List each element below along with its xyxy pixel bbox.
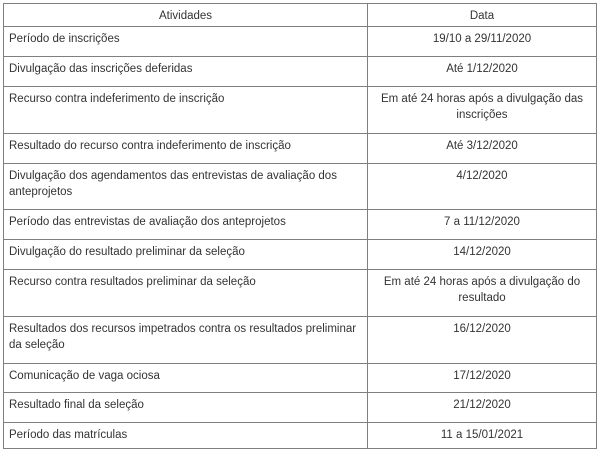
activity-cell: Resultado do recurso contra indeferimento de inscrição [4, 134, 368, 164]
activity-cell: Período das entrevistas de avaliação dos anteprojetos [4, 210, 368, 240]
activity-cell: Resultado final da seleção [4, 393, 368, 423]
activity-cell: Recurso contra indeferimento de inscrição [4, 87, 368, 134]
activity-cell: Divulgação do resultado preliminar da seleção [4, 240, 368, 270]
date-cell: Em até 24 horas após a divulgação do resultado [368, 270, 597, 317]
table-row [4, 134, 597, 164]
table-row [4, 210, 597, 240]
activity-cell: Período das matrículas [4, 423, 368, 449]
activity-cell: Divulgação das inscrições deferidas [4, 57, 368, 87]
schedule-table-container [3, 3, 597, 449]
table-row [4, 317, 597, 364]
table-row [4, 270, 597, 317]
schedule-table [3, 3, 597, 449]
date-cell: 7 a 11/12/2020 [368, 210, 597, 240]
date-cell: 4/12/2020 [368, 164, 597, 210]
table-row [4, 240, 597, 270]
date-cell: 14/12/2020 [368, 240, 597, 270]
date-cell: 19/10 a 29/11/2020 [368, 27, 597, 57]
table-row [4, 423, 597, 449]
date-cell: 16/12/2020 [368, 317, 597, 364]
table-row [4, 87, 597, 134]
table-row [4, 57, 597, 87]
table-row [4, 364, 597, 393]
date-cell: 21/12/2020 [368, 393, 597, 423]
activity-cell: Período de inscrições [4, 27, 368, 57]
date-cell: Até 1/12/2020 [368, 57, 597, 87]
column-header-date: Data [368, 4, 597, 27]
table-header-row [4, 4, 597, 27]
table-row [4, 164, 597, 210]
activity-cell: Recurso contra resultados preliminar da seleção [4, 270, 368, 317]
table-row [4, 27, 597, 57]
activity-cell: Comunicação de vaga ociosa [4, 364, 368, 393]
date-cell: 11 a 15/01/2021 [368, 423, 597, 449]
column-header-activities: Atividades [4, 4, 368, 27]
activity-cell: Resultados dos recursos impetrados contra os resultados preliminar da seleção [4, 317, 368, 364]
table-row [4, 393, 597, 423]
date-cell: Até 3/12/2020 [368, 134, 597, 164]
date-cell: 17/12/2020 [368, 364, 597, 393]
activity-cell: Divulgação dos agendamentos das entrevistas de avaliação dos anteprojetos [4, 164, 368, 210]
date-cell: Em até 24 horas após a divulgação das inscrições [368, 87, 597, 134]
